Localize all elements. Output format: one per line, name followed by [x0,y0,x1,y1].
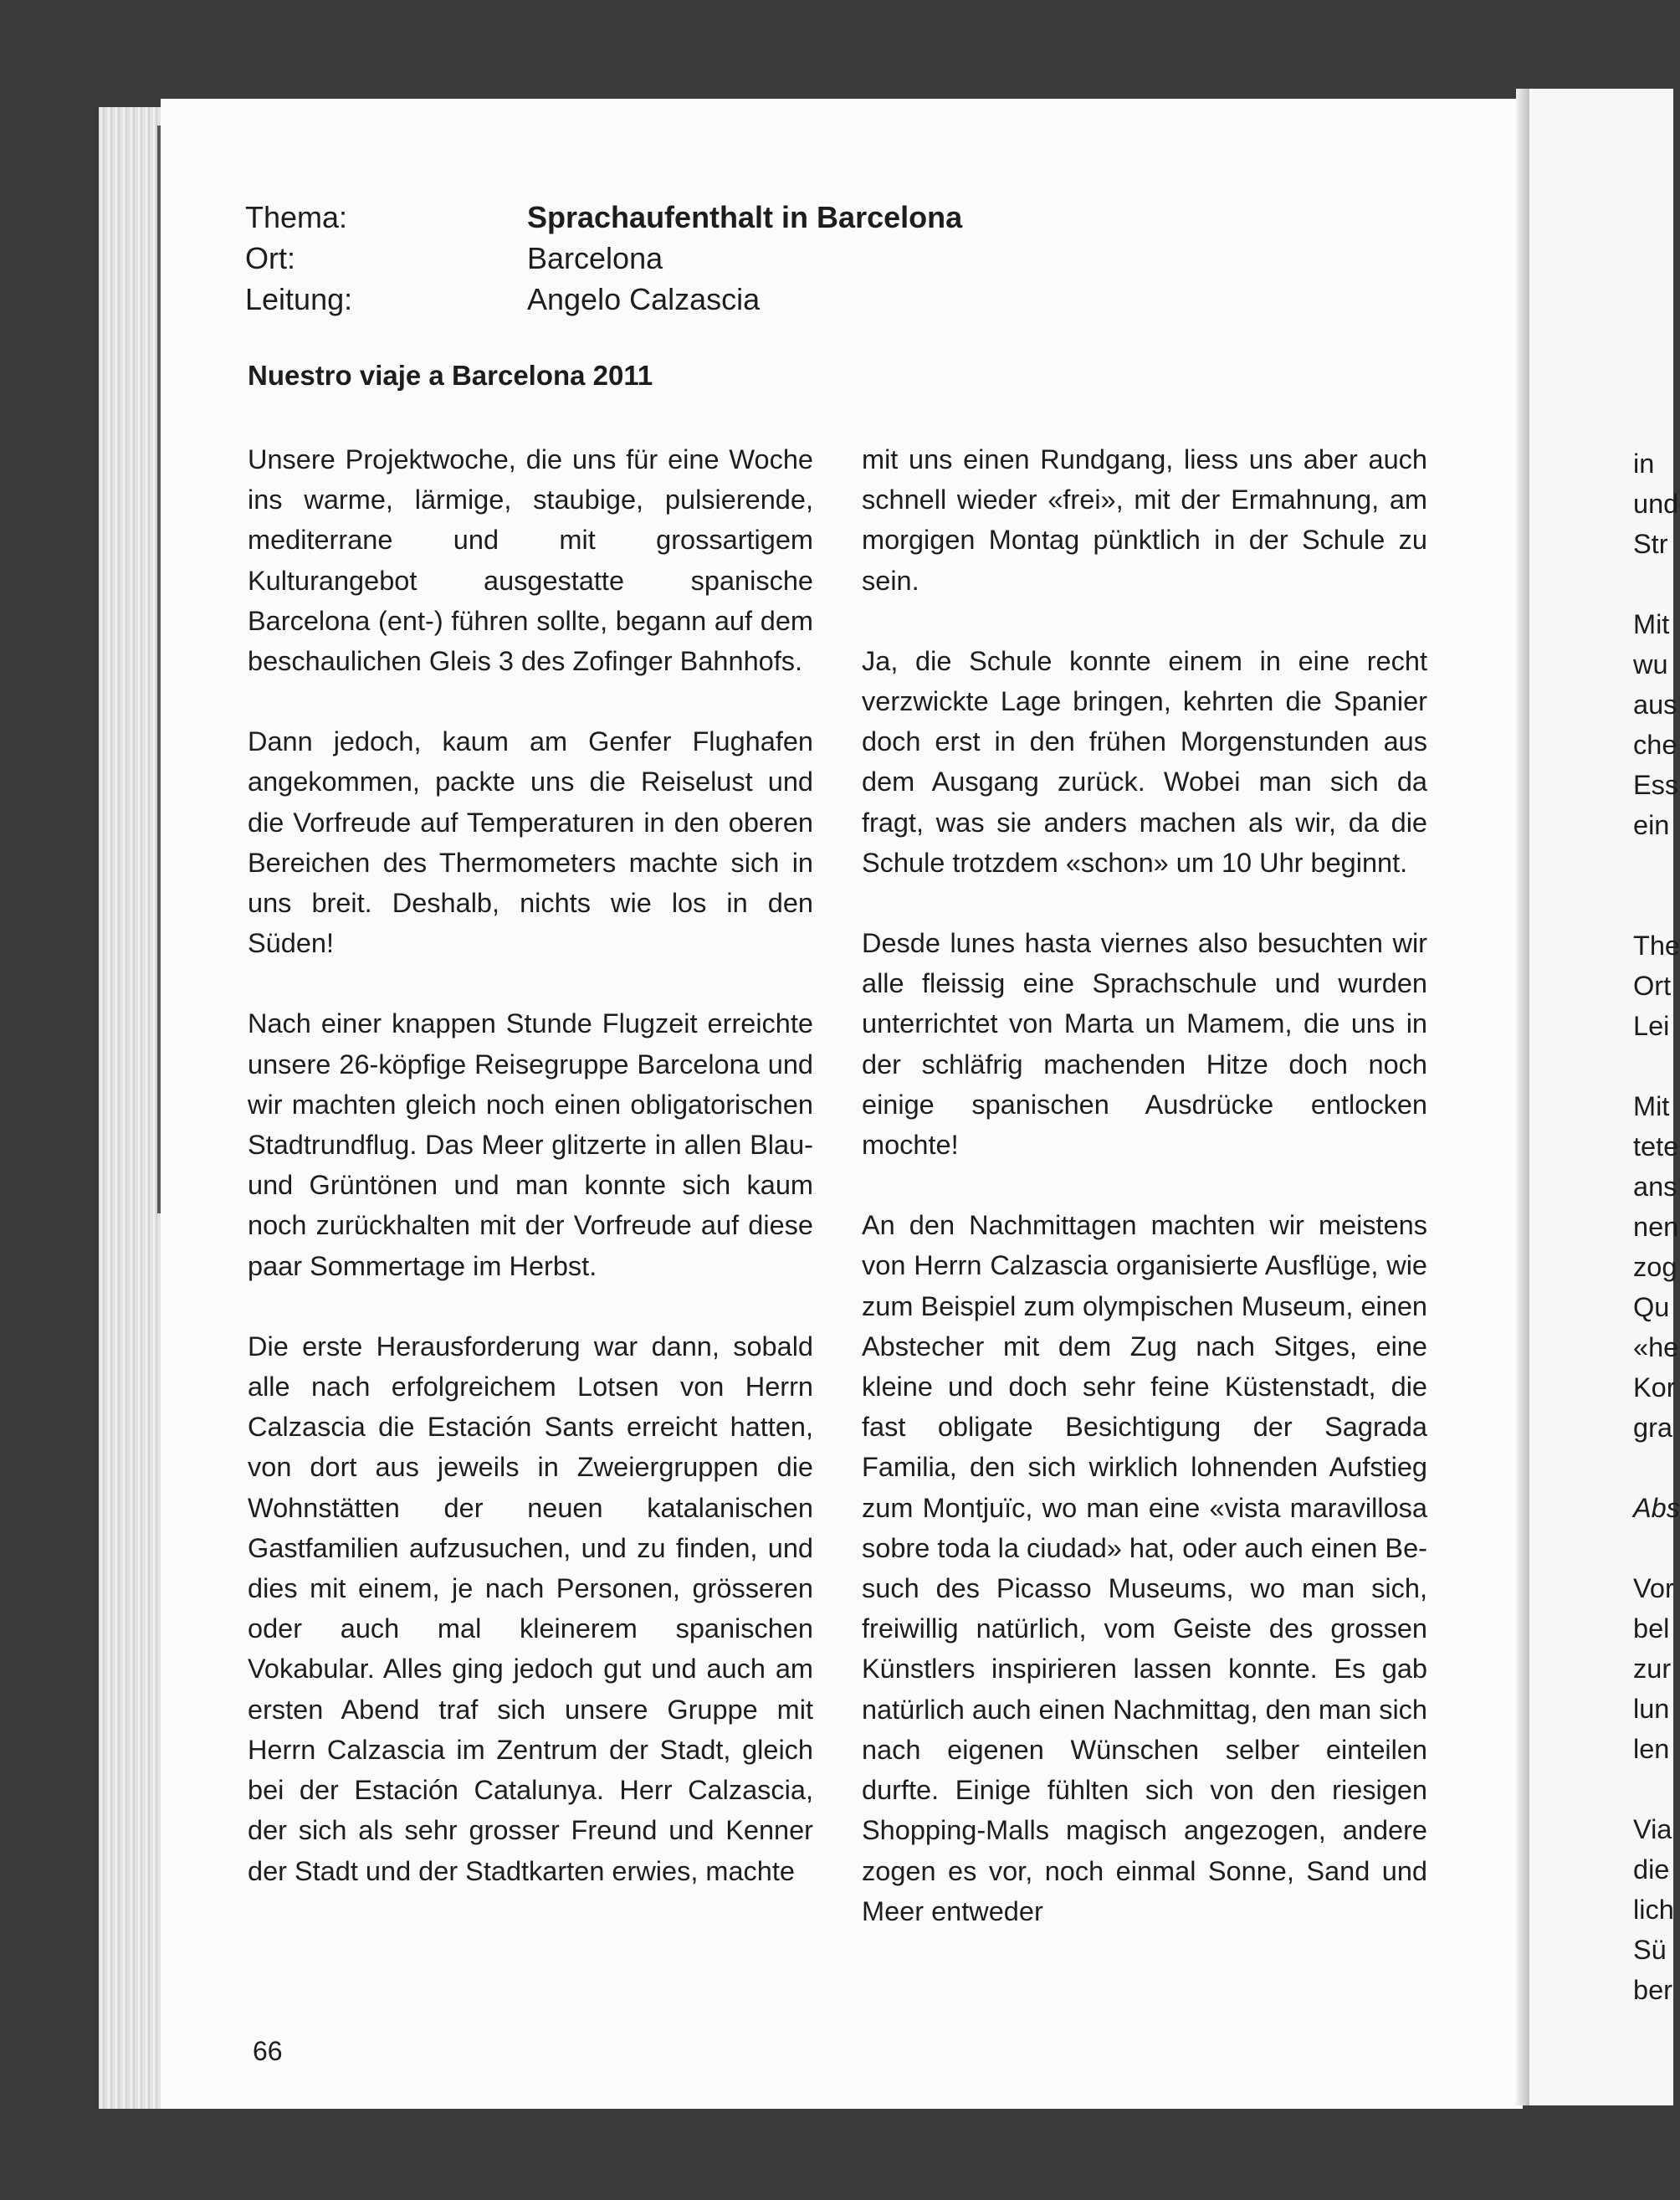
fragment: Via [1633,1814,1672,1844]
fragment: Mit [1633,1091,1670,1121]
theme-label: Thema: [245,200,348,234]
fragment: lun [1633,1694,1670,1724]
paragraph: Dann jedoch, kaum am Genfer Flughafen angekommen, packte uns die Reiselust und die Vorfreude auf Temperaturen in den oberen Bereichen des Thermometers machte sich in uns breit. Deshalb, nichts wie los in den Süden! [248,726,813,959]
paragraph: An den Nachmittagen machten wir meistens von Herrn Calzascia organisierte Ausflüge, wie zum Beispiel zum olympischen Museum, einen Abstecher mit dem Zug nach Sitges, eine kleine und doch sehr feine Küstenstadt, die fast obligate Besichtigung der Sagrada Familia, den sich wirklich lohnenden Aufstieg zum Montjuïc, wo man eine «vista maravillosa sobre toda la ciudad» hat, oder auch einen Besuch des Picasso Museums, wo man sich, freiwillig natürlich, vom Geiste des grossen Künstlers inspirieren lassen konnte. Es gab natürlich auch einen Nachmittag, den man sich nach eigenen Wünschen selber einteilen durfte. Einige fühlten sich von den riesigen Shopping-Malls magisch angezogen, andere zogen es vor, noch einmal Sonne, Sand und Meer entweder [862,1210,1427,1926]
paragraph: Ja, die Schule konnte einem in eine recht verzwickte Lage bringen, kehrten die Spanier doch erst in den frühen Morgenstunden aus dem Ausgang zurück. Wobei man sich da fragt, was sie anders machen als wir, da die Schule trotzdem «schon» um 10 Uhr beginnt. [862,645,1427,878]
fragment: Sü [1633,1935,1667,1965]
fragment: bel [1633,1613,1670,1644]
paragraph: Unsere Projektwoche, die uns für eine Woche ins warme, lärmige, staubige, pulsierende, mediterrane und mit grossartigem Kulturangebot ausgestatte spanische Barcelona (ent-) führen sollte, begann auf dem beschaulichen Gleis 3 des Zofinger Bahnhofs. [248,444,813,677]
fragment: Mit [1633,609,1670,639]
meta-row-theme [245,197,962,238]
fragment: Abs [1633,1493,1680,1523]
paragraph: Nach einer knappen Stunde Flugzeit erreichte unsere 26-köpfige Reisegruppe Barcelona und wir machten gleich noch einen obligatorischen Stadtrundflug. Das Meer glitzerte in allen Blau- und Grüntönen und man konnte sich kaum noch zurückhalten mit der Vorfreude auf diese paar Sommertage im Herbst. [248,1008,813,1281]
meta-row-place [245,238,962,279]
paragraph: Die erste Herausforderung war dann, sobald alle nach erfolgreichem Lotsen von Herrn Calzascia die Estación Sants erreicht hatten, von dort aus jeweils in Zweiergruppen die Wohnstätten der neuen katalanischen Gastfamilien aufzusuchen, und zu finden, und dies mit einem, je nach Personen, grösseren oder auch mal kleinerem spanischen Vokabular. Alles ging jedoch gut und auch am ersten Abend traf sich unsere Gruppe mit Herrn Calzascia im Zentrum der Stadt, gleich bei der Estación Catalunya. Herr Calzascia, der sich als sehr grosser Freund und Kenner der Stadt und der Stadtkarten erwies, machte [248,1331,813,1886]
fragment: die [1633,1854,1670,1885]
fragment: Vor [1633,1573,1674,1603]
paragraph: mit uns einen Rundgang, liess uns aber auch schnell wieder «frei», mit der Ermahnung, am morgigen Montag pünktlich in der Schule zu sein. [862,444,1427,596]
fragment: und [1633,489,1679,519]
theme-value: Sprachaufenthalt in Barcelona [527,200,963,234]
fragment: wu [1633,649,1668,679]
article-title: Nuestro viaje a Barcelona 2011 [248,360,653,391]
meta-row-lead [245,279,962,320]
fragment: gra [1633,1413,1672,1443]
fragment: ber [1633,1975,1672,2005]
fragment: Kor [1633,1372,1676,1403]
fragment: The [1633,931,1680,961]
left-column [248,439,813,1931]
page-edge-stack [99,107,164,2109]
place-value: Barcelona [527,241,663,275]
fragment: «he [1633,1332,1679,1362]
fragment: tete [1633,1131,1679,1162]
fragment: aus [1633,690,1677,720]
fragment: Lei [1633,1011,1670,1041]
fragment: Ort [1633,971,1672,1001]
place-label: Ort: [245,241,295,275]
paragraph: Desde lunes hasta viernes also besuchten wir alle fleissig eine Sprachschule und wurden unterrichtet von Marta un Mamem, die uns in der schläfrig machenden Hitze doch noch einige spanischen Ausdrücke entlocken mochte! [862,928,1427,1161]
fragment: in [1633,449,1655,479]
fragment: nen [1633,1212,1679,1242]
fragment: ans [1633,1172,1677,1202]
fragment: zur [1633,1654,1672,1684]
lead-label: Leitung: [245,282,353,316]
fragment: ein [1633,810,1670,840]
fragment: len [1633,1734,1670,1764]
lead-value: Angelo Calzascia [527,282,761,316]
right-column [862,439,1427,1972]
fragment: Qu [1633,1292,1670,1322]
fragment: che [1633,730,1677,760]
page-number: 66 [253,2036,283,2066]
fragment: Str [1633,529,1668,559]
meta-block [245,197,962,320]
fragment: lich [1633,1895,1674,1925]
fragment: Ess [1633,770,1679,800]
fragment: zog [1633,1252,1677,1282]
